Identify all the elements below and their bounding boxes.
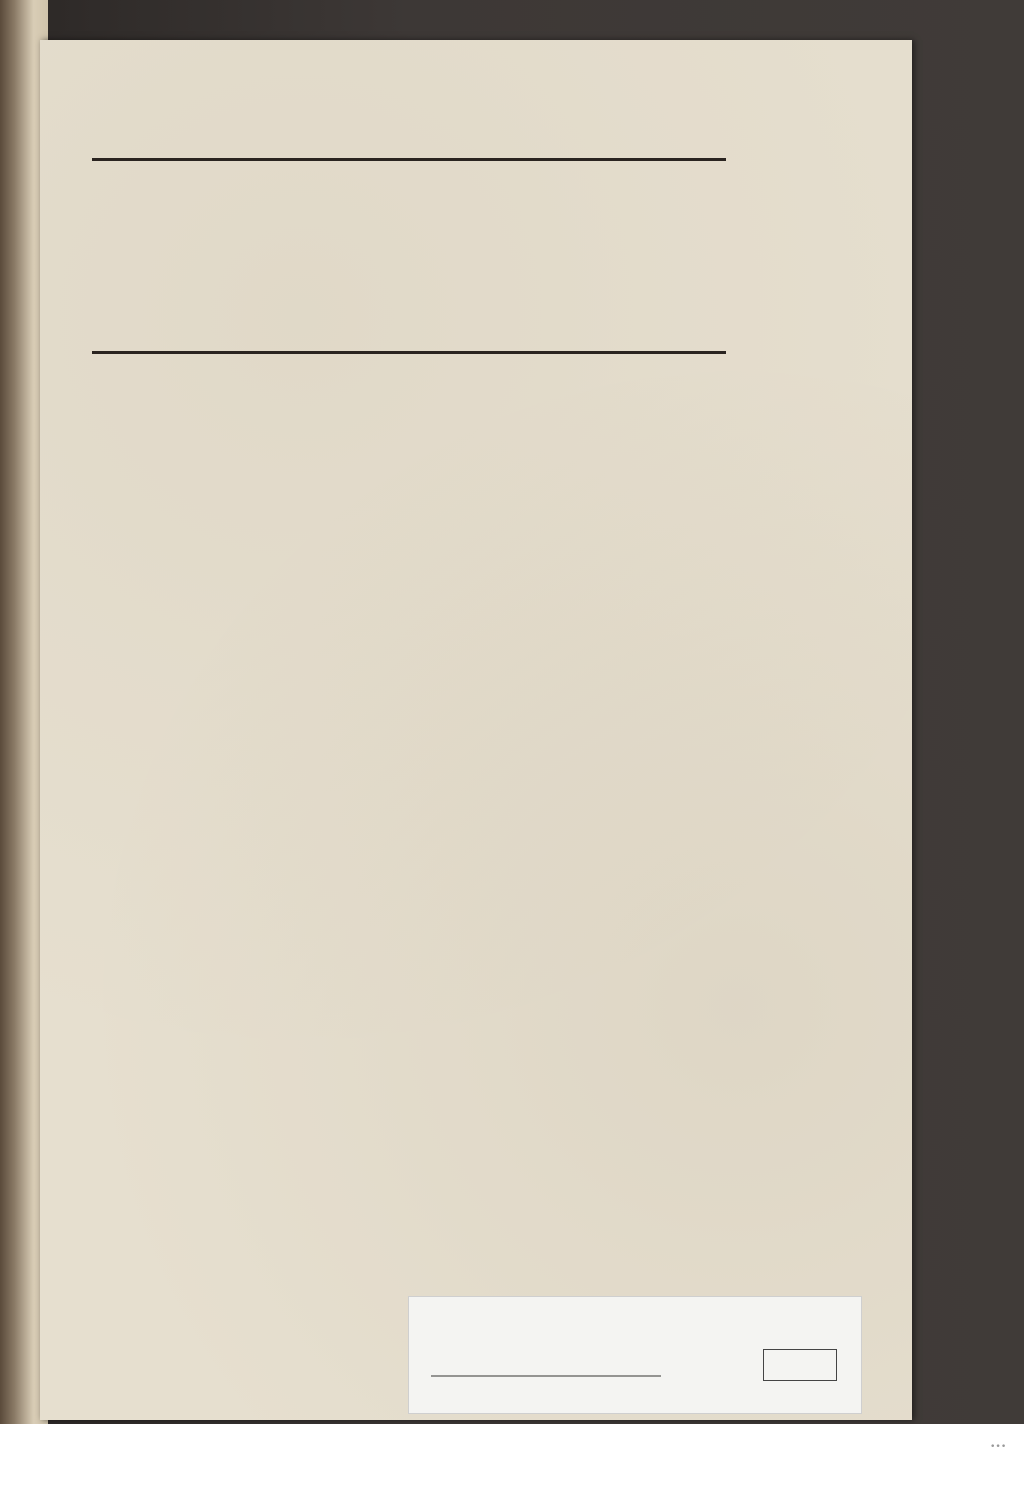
color-scale-card [408,1296,862,1414]
footer-dots: ••• [990,1442,1007,1452]
gray-scale-swatches [763,1349,837,1381]
header-rule [92,158,726,161]
footer-bar [0,1424,1024,1494]
running-head [218,128,718,156]
page-number [672,128,722,156]
footnote-rule [92,351,726,354]
hab-logo-icon [8,1440,34,1470]
book-page [40,40,912,1420]
measure-scale [431,1347,661,1377]
